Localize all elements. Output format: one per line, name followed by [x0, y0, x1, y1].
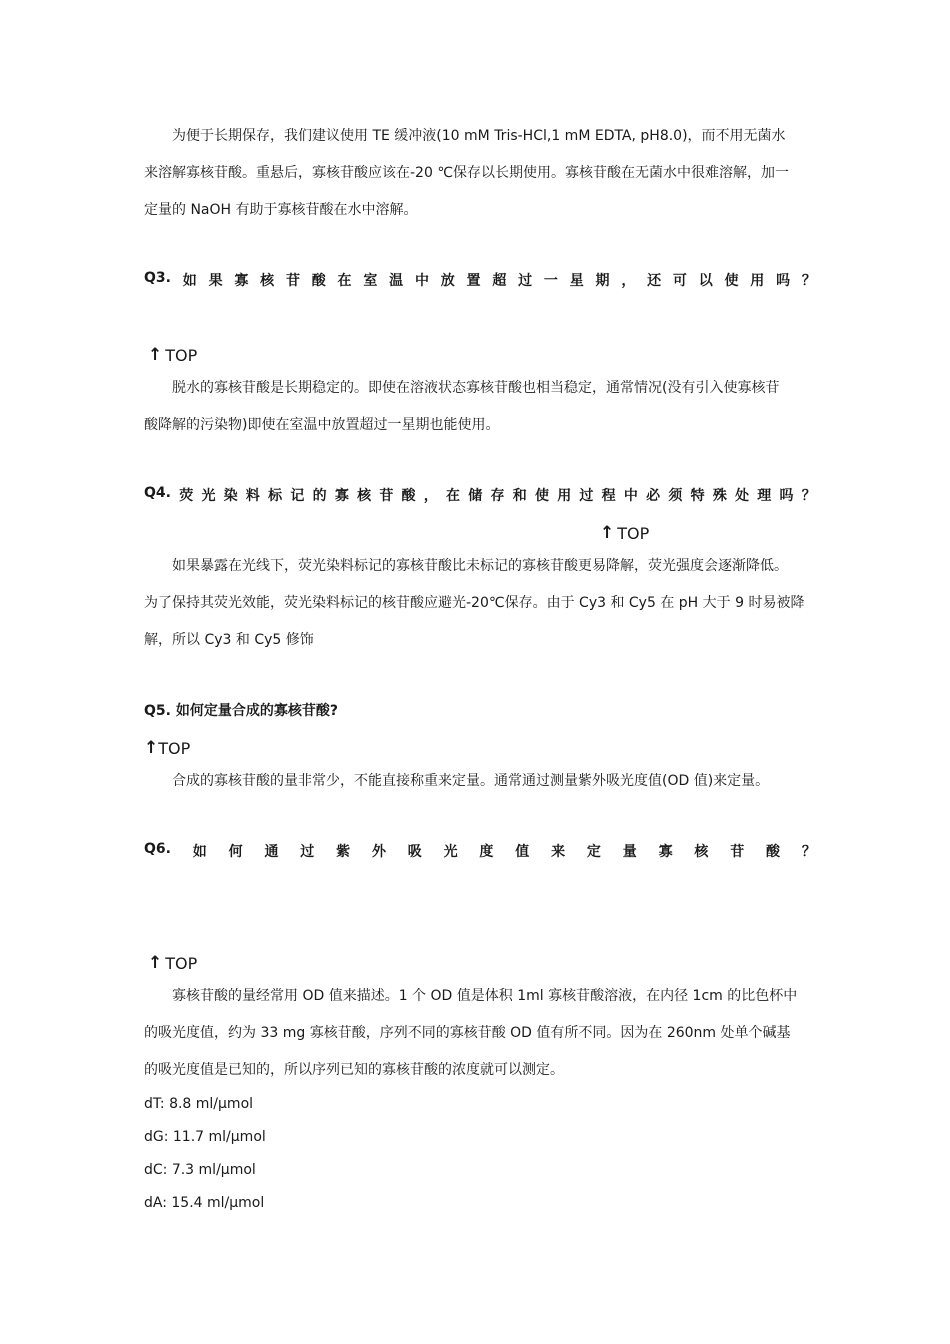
question-char: 处	[735, 488, 750, 504]
text-line: 来溶解寡核苷酸。重悬后，寡核苷酸应该在-20 ℃保存以长期使用。寡核苷酸在无菌水中很难溶解，加一	[144, 165, 790, 181]
paragraph-od-value	[144, 978, 812, 1089]
question-char: 置	[466, 273, 481, 289]
question-char: 吗	[779, 488, 794, 504]
question-char: 标	[268, 488, 283, 504]
question-number: Q3.	[144, 270, 171, 286]
question-char: 室	[363, 273, 378, 289]
question-char: 使	[534, 488, 549, 504]
text-line: 寡核苷酸的量经常用 OD 值来描述。1 个 OD 值是体积 1ml 寡核苷酸溶液，在内径 1cm 的比色杯中	[172, 988, 798, 1004]
question-char: 核	[694, 844, 709, 860]
question-char: 使	[724, 273, 739, 289]
question-char: 用	[750, 273, 765, 289]
question-char: 光	[443, 844, 458, 860]
up-arrow-icon: ↑	[600, 523, 615, 543]
question-char: 如	[182, 273, 197, 289]
question-char: 记	[290, 488, 305, 504]
top-link-label: TOP	[158, 738, 191, 758]
back-to-top-link[interactable]	[148, 953, 197, 973]
question-char: 须	[668, 488, 683, 504]
value-da: dA: 15.4 ml/µmol	[144, 1195, 265, 1211]
question-heading-q3	[144, 270, 816, 290]
question-char: 特	[690, 488, 705, 504]
back-to-top-link[interactable]	[600, 523, 649, 543]
question-char: 在	[337, 273, 352, 289]
question-char: 吸	[407, 844, 422, 860]
back-to-top-link[interactable]	[144, 738, 190, 758]
paragraph-room-temp	[144, 370, 812, 444]
top-link-label: TOP	[617, 523, 650, 543]
question-char: 染	[223, 488, 238, 504]
question-char: 在	[446, 488, 461, 504]
question-char: 中	[414, 273, 429, 289]
question-char: ？	[801, 844, 816, 860]
question-char: 紫	[336, 844, 351, 860]
question-char: 酸	[766, 844, 781, 860]
paragraph-fluorescent	[144, 548, 812, 659]
question-char: 寡	[658, 844, 673, 860]
text-line: 为了保持其荧光效能，荧光染料标记的核苷酸应避光-20℃保存。由于 Cy3 和 Cy5 在 pH 大于 9 时易被降	[144, 595, 805, 611]
question-char: 寡	[334, 488, 349, 504]
question-char: 过	[579, 488, 594, 504]
question-char: 超	[492, 273, 507, 289]
question-char: 苷	[379, 488, 394, 504]
question-char: 程	[601, 488, 616, 504]
back-to-top-link[interactable]	[148, 345, 197, 365]
question-char: 度	[479, 844, 494, 860]
text-line: 解，所以 Cy3 和 Cy5 修饰	[144, 632, 314, 648]
paragraph-quantify	[144, 763, 812, 800]
question-char: 和	[512, 488, 527, 504]
question-heading-q4	[144, 485, 816, 505]
question-char: 核	[260, 273, 275, 289]
question-char: ？	[801, 488, 816, 504]
question-char: 星	[569, 273, 584, 289]
question-char: 用	[557, 488, 572, 504]
text-line: 如果暴露在光线下，荧光染料标记的寡核苷酸比未标记的寡核苷酸更易降解，荧光强度会逐渐降低。	[172, 558, 788, 574]
up-arrow-icon: ↑	[144, 738, 159, 758]
top-link-label: TOP	[165, 953, 198, 973]
question-char: 外	[371, 844, 386, 860]
question-char: 以	[698, 273, 713, 289]
question-char: 值	[515, 844, 530, 860]
question-number: Q6.	[144, 841, 171, 857]
value-dt: dT: 8.8 ml/µmol	[144, 1096, 254, 1112]
text-line: 脱水的寡核苷酸是长期稳定的。即使在溶液状态寡核苷酸也相当稳定，通常情况(没有引入使寡核苷	[172, 380, 780, 396]
text-line: 为便于长期保存，我们建议使用 TE 缓冲液(10 mM Tris-HCl,1 mM EDTA, pH8.0)，而不用无菌水	[172, 128, 786, 144]
question-char: 过	[300, 844, 315, 860]
question-char: 定	[586, 844, 601, 860]
question-char: 吗	[776, 273, 791, 289]
question-char: 酸	[401, 488, 416, 504]
question-char: 酸	[311, 273, 326, 289]
question-char: 光	[201, 488, 216, 504]
question-char: 放	[440, 273, 455, 289]
question-char: 苷	[730, 844, 745, 860]
question-char: ，	[621, 273, 636, 289]
question-char: 来	[551, 844, 566, 860]
up-arrow-icon: ↑	[148, 345, 163, 365]
question-heading-q6	[144, 841, 816, 861]
question-char: 一	[543, 273, 558, 289]
question-number: Q4.	[144, 485, 171, 501]
question-char: 必	[646, 488, 661, 504]
question-char: 何	[228, 844, 243, 860]
question-char: 量	[622, 844, 637, 860]
question-char: 的	[312, 488, 327, 504]
question-char: 苷	[285, 273, 300, 289]
question-char: 殊	[712, 488, 727, 504]
value-dg: dG: 11.7 ml/µmol	[144, 1129, 266, 1145]
top-link-label: TOP	[165, 345, 198, 365]
question-char: 过	[518, 273, 533, 289]
text-line: 定量的 NaOH 有助于寡核苷酸在水中溶解。	[144, 202, 418, 218]
question-char: 核	[357, 488, 372, 504]
text-line: 的吸光度值是已知的，所以序列已知的寡核苷酸的浓度就可以测定。	[144, 1062, 564, 1078]
up-arrow-icon: ↑	[148, 953, 163, 973]
question-char: 还	[647, 273, 662, 289]
question-char: 料	[245, 488, 260, 504]
paragraph-storage	[144, 118, 812, 229]
question-char: 储	[468, 488, 483, 504]
value-dc: dC: 7.3 ml/µmol	[144, 1162, 256, 1178]
question-char: ，	[423, 488, 438, 504]
text-line: 酸降解的污染物)即使在室温中放置超过一星期也能使用。	[144, 417, 500, 433]
question-char: 果	[208, 273, 223, 289]
question-char: 存	[490, 488, 505, 504]
question-char: 中	[623, 488, 638, 504]
question-char: 寡	[234, 273, 249, 289]
question-char: 荧	[179, 488, 194, 504]
question-char: 如	[192, 844, 207, 860]
question-heading-q5: Q5. 如何定量合成的寡核苷酸?	[144, 703, 338, 719]
question-char: 温	[389, 273, 404, 289]
question-char: 通	[264, 844, 279, 860]
question-char: ？	[801, 273, 816, 289]
question-char: 期	[595, 273, 610, 289]
text-line: 合成的寡核苷酸的量非常少，不能直接称重来定量。通常通过测量紫外吸光度值(OD 值)来定量。	[172, 773, 770, 789]
question-char: 理	[757, 488, 772, 504]
question-char: 可	[672, 273, 687, 289]
text-line: 的吸光度值，约为 33 mg 寡核苷酸，序列不同的寡核苷酸 OD 值有所不同。因为在 260nm 处单个碱基	[144, 1025, 791, 1041]
